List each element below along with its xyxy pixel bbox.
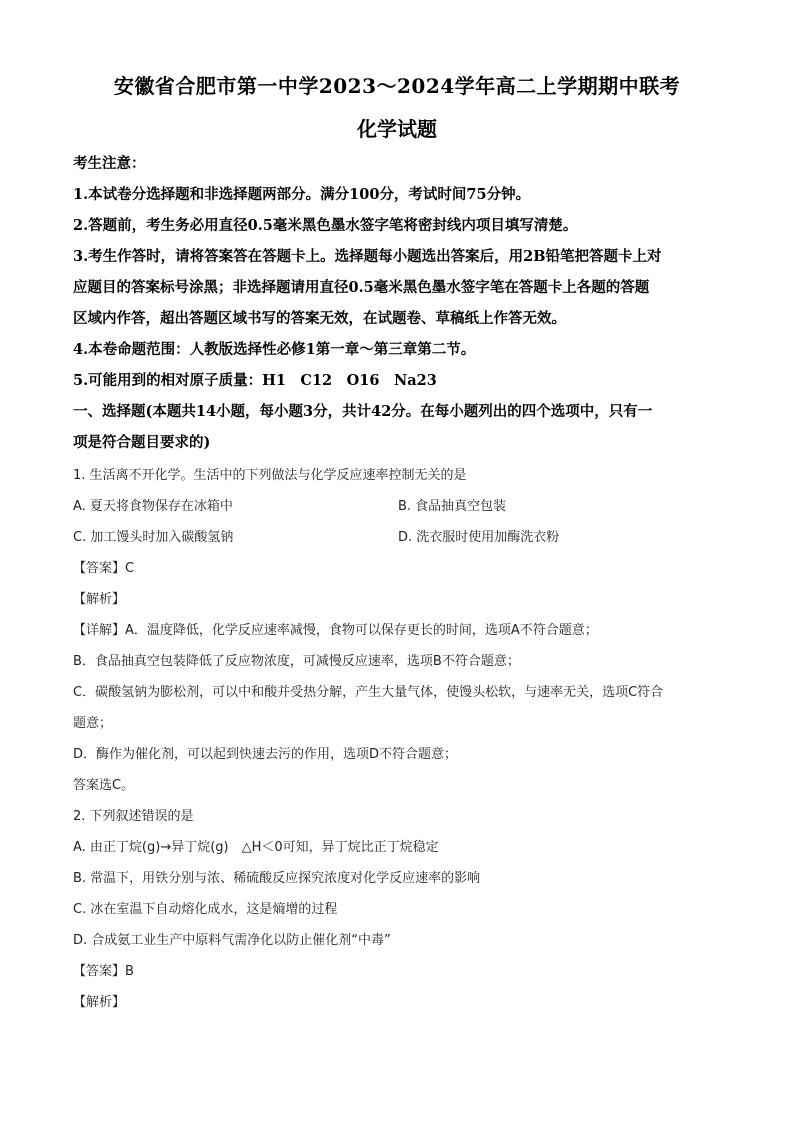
notice-item: 应题目的答案标号涂黑；非选择题请用直径0.5毫米黑色墨水签字笔在答题卡上各题的答题 (73, 279, 650, 296)
answer-tag: 【答案】 (73, 561, 126, 576)
q2-option-d: D. 合成氨工业生产中原料气需净化以防止催化剂“中毒” (73, 933, 391, 948)
answer-tag: 【答案】 (73, 964, 126, 979)
q2-option-b: B. 常温下，用铁分别与浓、稀硫酸反应探究浓度对化学反应速率的影响 (73, 871, 481, 886)
q1-option-b: B. 食品抽真空包装 (398, 499, 507, 514)
q2-option-a: A. 由正丁烷(g)→异丁烷(g) △H＜0可知，异丁烷比正丁烷稳定 (73, 840, 439, 855)
answer-value: C (125, 561, 135, 576)
q1-conclusion: 答案选C。 (73, 778, 135, 793)
detail-tag: 【详解】 (73, 623, 126, 638)
notice-item: 4.本卷命题范围：人教版选择性必修1第一章～第三章第二节。 (73, 341, 476, 358)
notice-item: 5.可能用到的相对原子质量：H1 C12 O16 Na23 (73, 372, 437, 389)
q1-option-d: D. 洗衣服时使用加酶洗衣粉 (398, 530, 560, 545)
section-heading: 一、选择题(本题共14小题，每小题3分，共计42分。在每小题列出的四个选项中，只有一 (73, 403, 653, 420)
notice-item: 2.答题前，考生务必用直径0.5毫米黑色墨水签字笔将密封线内项目填写清楚。 (73, 217, 578, 234)
question-1-stem: 1. 生活离不开化学。生活中的下列做法与化学反应速率控制无关的是 (73, 468, 467, 483)
notice-item: 1.本试卷分选择题和非选择题两部分。满分100分，考试时间75分钟。 (73, 186, 531, 203)
q1-detail-line (73, 619, 598, 638)
q1-detail-line: 题意； (73, 716, 113, 731)
q1-option-a: A. 夏天将食物保存在冰箱中 (73, 499, 233, 514)
q2-answer (73, 960, 134, 979)
q1-detail-line: C．碳酸氢钠为膨松剂，可以中和酸并受热分解，产生大量气体，使馒头松软，与速率无关，选项C符合 (73, 685, 664, 700)
exam-title: 安徽省合肥市第一中学2023～2024学年高二上学期期中联考 (113, 74, 681, 98)
q2-option-c: C. 冰在室温下自动熔化成水，这是熵增的过程 (73, 902, 338, 917)
q1-detail-line: B．食品抽真空包装降低了反应物浓度，可减慢反应速率，选项B不符合题意； (73, 654, 520, 669)
q1-detail-line: D．酶作为催化剂，可以起到快速去污的作用，选项D不符合题意； (73, 747, 458, 762)
q2-analysis-tag: 【解析】 (73, 995, 126, 1010)
q1-answer (73, 557, 134, 576)
question-2-stem: 2. 下列叙述错误的是 (73, 809, 194, 824)
notice-item: 3.考生作答时，请将答案答在答题卡上。选择题每小题选出答案后，用2B铅笔把答题卡上对 (73, 248, 662, 265)
answer-value: B (125, 964, 134, 979)
notice-item: 区域内作答，超出答题区域书写的答案无效，在试题卷、草稿纸上作答无效。 (73, 310, 566, 327)
section-heading-cont: 项是符合题目要求的) (73, 434, 211, 451)
notice-heading: 考生注意： (73, 155, 146, 172)
q1-option-c: C. 加工馒头时加入碳酸氢钠 (73, 530, 234, 545)
detail-text: A．温度降低，化学反应速率减慢，食物可以保存更长的时间，选项A不符合题意； (125, 623, 598, 638)
q1-analysis-tag: 【解析】 (73, 592, 126, 607)
exam-subtitle: 化学试题 (357, 117, 437, 141)
